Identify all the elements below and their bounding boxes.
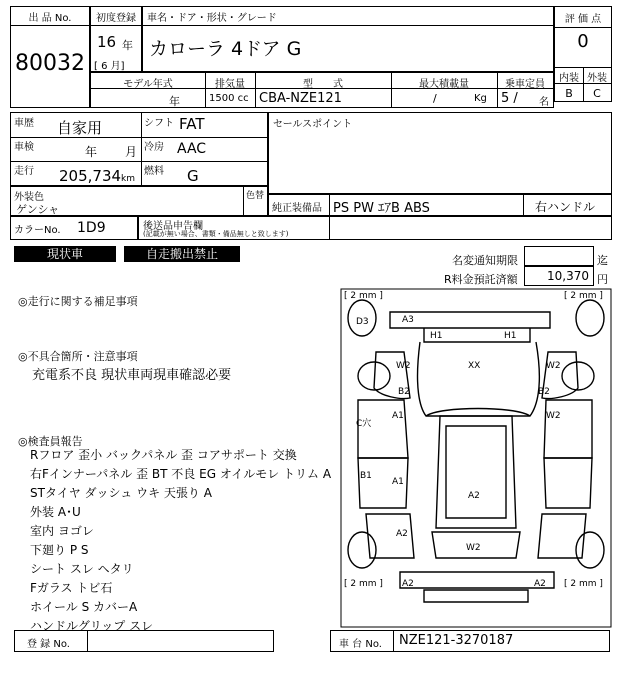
registration-year: 16	[97, 33, 117, 51]
score-box	[554, 6, 612, 102]
inspector-line: シート スレ ヘタリ	[30, 562, 134, 576]
chassis-number-value: NZE121-3270187	[399, 633, 514, 648]
inspector-report-label: ◎検査員報告	[18, 435, 83, 448]
model-year-unit: 年	[169, 95, 180, 108]
car-name-label: 車名・ドア・形状・グレード	[147, 13, 277, 24]
details-block	[10, 112, 268, 186]
inspection-month: 月	[125, 145, 138, 159]
inspector-line: Fガラス トビ石	[30, 581, 113, 595]
color-number-box	[10, 216, 138, 240]
registration-number-label: 登 録 No.	[27, 639, 70, 650]
max-load-unit: Kg	[474, 93, 487, 104]
car-damage-diagram	[340, 288, 612, 628]
lot-number-box	[10, 6, 90, 108]
inspector-line: 下廻り P S	[30, 543, 89, 557]
exterior-label: 外装	[587, 73, 607, 84]
chassis-number-box	[330, 630, 610, 652]
car-name-box	[142, 6, 554, 72]
aftermarket-note: (記載が無い場合、書類・備品無しと致します)	[143, 230, 289, 238]
title-change-label: 名変通知期限	[452, 254, 518, 267]
damage-mark: A2	[468, 491, 480, 501]
shift-value: FAT	[179, 115, 205, 133]
aftermarket-label: 後送品申告欄	[143, 221, 203, 232]
inspector-line: 右Fインナーパネル 歪 BT 不良 EG オイルモレ トリム A	[30, 467, 332, 481]
interior-grade: B	[565, 87, 573, 100]
damage-mark: B2	[538, 387, 550, 397]
damage-mark: A2	[396, 529, 408, 539]
first-registration-label: 初度登録	[96, 13, 136, 24]
capacity-label: 乗車定員	[505, 79, 545, 90]
history-value: 自家用	[57, 119, 103, 137]
sales-point-label: セールスポイント	[273, 119, 353, 130]
color-change-label: 色替	[246, 191, 265, 201]
specs-row	[90, 72, 554, 108]
driving-notes-label: ◎走行に関する補足事項	[18, 295, 138, 308]
standard-equipment-label: 純正装備品	[272, 203, 322, 214]
type-label: 型 式	[303, 79, 343, 90]
defect-notes-text: 充電系不良 現状車両現車確認必要	[32, 368, 232, 383]
capacity-value: 5 /	[501, 91, 518, 106]
displacement-label: 排気量	[215, 79, 245, 90]
title-change-unit: 迄	[597, 254, 608, 267]
chassis-number-label: 車 台 No.	[339, 639, 382, 650]
inspection-label: 車検	[14, 142, 34, 153]
score-value: 0	[577, 31, 589, 52]
displacement-value: 1500 cc	[209, 93, 249, 104]
max-load-label: 最大積載量	[419, 79, 469, 90]
tire-tread-bottom-right: [ 2 mm ]	[564, 579, 603, 589]
tire-tread-top-right: [ 2 mm ]	[564, 291, 603, 301]
aftermarket-box	[138, 216, 612, 240]
sales-point-box	[268, 112, 612, 194]
damage-mark: C穴	[356, 419, 372, 429]
damage-mark: XX	[468, 361, 481, 371]
inspector-line: ハンドルグリップ スレ	[30, 619, 154, 633]
ac-value: AAC	[177, 141, 207, 157]
inspector-line: ホイール S カバーA	[30, 600, 138, 614]
color-number-value: 1D9	[77, 220, 106, 236]
damage-mark: A3	[402, 315, 414, 325]
inspector-line: 外装 A･U	[30, 505, 81, 519]
capacity-unit: 名	[539, 97, 549, 108]
registration-month: [ 6 月]	[94, 61, 125, 72]
inspector-line: Rフロア 歪小 バックパネル 歪 コアサポート 交換	[30, 448, 297, 462]
tire-tread-top-left: [ 2 mm ]	[344, 291, 383, 301]
damage-mark: H1	[504, 331, 517, 341]
steering-value: 右ハンドル	[535, 200, 596, 214]
current-car-badge: 現状車	[14, 246, 116, 262]
interior-label: 内装	[559, 73, 579, 84]
damage-mark: W2	[396, 361, 411, 371]
damage-mark: A1	[392, 411, 404, 421]
damage-mark: A2	[402, 579, 414, 589]
damage-mark: B1	[360, 471, 372, 481]
inspector-line: STタイヤ ダッシュ ウキ 天張り A	[30, 486, 212, 500]
exterior-grade: C	[593, 87, 601, 100]
color-number-label: カラーNo.	[14, 225, 61, 236]
color-box	[10, 186, 268, 216]
type-value: CBA-NZE121	[259, 91, 342, 106]
damage-mark: B2	[398, 387, 410, 397]
title-change-box	[524, 246, 594, 266]
mileage-value: 205,734	[59, 167, 122, 185]
lot-number: 80032	[15, 51, 85, 76]
registration-number-box	[14, 630, 274, 652]
inspector-line: 室内 ヨゴレ	[30, 524, 94, 538]
car-name: カローラ 4ドア G	[149, 38, 302, 60]
recycle-amount: 10,370	[547, 269, 589, 283]
fuel-value: G	[187, 167, 199, 185]
first-registration-box	[90, 6, 142, 72]
standard-equipment-box	[268, 194, 612, 216]
max-load-slash: /	[433, 92, 437, 105]
recycle-unit: 円	[597, 273, 608, 286]
damage-mark: W2	[546, 411, 561, 421]
history-label: 車歴	[14, 118, 34, 129]
mileage-unit: km	[121, 174, 135, 184]
inspection-year: 年	[85, 145, 98, 159]
lot-number-label: 出 品 No.	[28, 13, 72, 24]
shift-label: シフト	[144, 118, 174, 129]
year-unit: 年	[122, 39, 133, 52]
color-label: 外装色	[14, 192, 44, 203]
self-drive-prohibited-badge: 自走搬出禁止	[124, 246, 240, 262]
color-value: ゲンシャ	[16, 203, 60, 216]
damage-mark: A2	[534, 579, 546, 589]
recycle-box	[524, 266, 594, 286]
damage-mark: W2	[466, 543, 481, 553]
mileage-label: 走行	[14, 166, 34, 177]
recycle-label: R料金預託済額	[444, 273, 518, 286]
tire-tread-bottom-left: [ 2 mm ]	[344, 579, 383, 589]
fuel-label: 燃料	[144, 166, 164, 177]
score-label: 評 価 点	[564, 14, 602, 25]
damage-mark: H1	[430, 331, 443, 341]
damage-mark: W2	[546, 361, 561, 371]
model-year-label: モデル年式	[123, 79, 173, 90]
ac-label: 冷房	[144, 142, 164, 153]
defect-notes-label: ◎不具合箇所・注意事項	[18, 350, 138, 363]
damage-mark: D3	[356, 317, 369, 327]
damage-mark: A1	[392, 477, 404, 487]
standard-equipment-value: PS PW ｴｱB ABS	[333, 201, 430, 216]
